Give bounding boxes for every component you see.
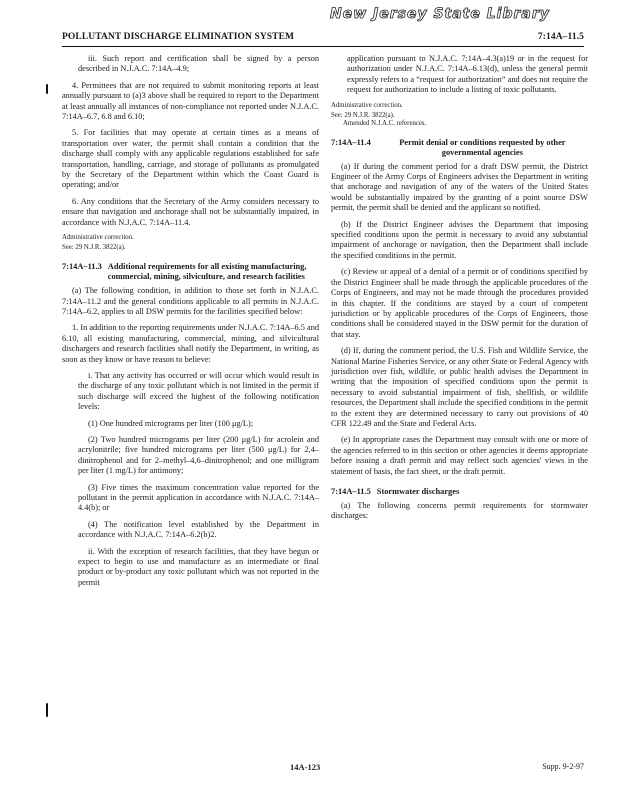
section-title: Stormwater discharges bbox=[376, 487, 460, 496]
paragraph: 6. Any conditions that the Secretary of the Army considers necessary to ensure that navigation and anchorage shall not be substantially impaired, in accordance with N.J.A.C. 7:14A–11.4. bbox=[62, 196, 319, 227]
paragraph: 5. For facilities that may operate at certain times as a means of transportation over water, the permit shall contain a condition that the discharge shall comply with any applicable regulations established for safe transportation, handling, carriage, and storage of pollutants as promulgated by the Secretary of the Department within which the Coast Guard is operating; and/or bbox=[62, 128, 319, 190]
paragraph: i. That any activity has occurred or will occur which would result in the discharge of any toxic pollutant which is not limited in the permit if such discharge will exceed the highest of the following notification levels: bbox=[78, 370, 319, 412]
paragraph: (b) If the District Engineer advises the Department that imposing specified conditions upon the permit is necessary to avoid any substantial impairment of anchorage or navigation, then the Department shall include the specified conditions in the permit. bbox=[331, 219, 588, 260]
paragraph: 1. In addition to the reporting requirements under N.J.A.C. 7:14A–6.5 and 6.10, all existing manufacturing, commercial, mining, and silvicultural dischargers and research facilities shall notify the Department, in writing, as soon as they know or have reason to believe: bbox=[62, 323, 319, 364]
paragraph: iii. Such report and certification shall be signed by a person described in N.J.A.C. 7:14A–4.9; bbox=[78, 54, 319, 74]
paragraph: 4. Permittees that are not required to submit monitoring reports at least annually pursuant to (a)3 above shall be required to report to the Department at least annually all instances of non-compliance not reported under N.J.A.C. 7:14A–6.7, 6.8 and 6.10; bbox=[62, 80, 319, 122]
paragraph: (3) Five times the maximum concentration value reported for the pollutant in the permit application in accordance with N.J.A.C. 7:14A–4.4(b); or bbox=[78, 482, 319, 513]
right-column bbox=[331, 54, 588, 528]
margin-change-bar bbox=[46, 84, 48, 94]
paragraph: application pursuant to N.J.A.C. 7:14A–4.3(a)19 or in the request for authorization under N.J.A.C. 7:14A–6.13(d), unless the general permit expressly refers to a “request for authorization” and does not require the request for authorization to include a listing of toxic pollutants. bbox=[347, 54, 588, 95]
section-heading bbox=[331, 487, 588, 497]
paragraph: (e) In appropriate cases the Department may consult with one or more of the agencies referred to in this section or other agencies it deems appropriate before issuing a draft permit and may reflect such agencies' views in the statement of basis, the fact sheet, or the draft permit. bbox=[331, 435, 588, 476]
source-note: Administrative correction. bbox=[331, 101, 403, 109]
section-title: Permit denial or conditions requested by other governmental agencies bbox=[399, 137, 566, 157]
section-title: Additional requirements for all existing manufacturing, commercial, mining, silviculture, and research facilities bbox=[107, 262, 307, 282]
library-stamp: New Jersey State Library bbox=[330, 6, 550, 22]
section-number: 7:14A–11.5 bbox=[331, 487, 371, 496]
source-note: Administrative correction. bbox=[62, 234, 134, 242]
running-header-section: 7:14A–11.5 bbox=[537, 32, 584, 42]
section-number: 7:14A–11.4 bbox=[331, 137, 371, 147]
paragraph: (d) If, during the comment period, the U.S. Fish and Wildlife Service, the National Marine Fisheries Service, or any other State or Federal Agency with jurisdiction over fish, wildlife, or public health advises the Department in writing that the imposition of specified conditions upon the permit is necessary to avoid substantial impairment of fish, shellfish, or wildlife resources, the Department shall include the specified conditions in the permit to the extent they are determined necessary to carry out provisions of 40 CFR 122.49 and the State and Federal Acts. bbox=[331, 346, 588, 428]
left-column bbox=[62, 54, 319, 594]
header-rule bbox=[62, 46, 584, 47]
paragraph: (a) The following concerns permit requirements for stormwater discharges: bbox=[331, 501, 588, 521]
source-note: See: 29 N.J.R. 3822(a). bbox=[62, 244, 126, 252]
paragraph: (c) Review or appeal of a denial of a permit or of conditions specified by the District Engineer shall be made through the applicable procedures of the Corps of Engineers, and may not be made through the procedures provided in this chapter. If the conditions are stayed by a court of competent jurisdiction or by applicable procedures of the Corps of Engineers, those conditions shall be considered stayed in the DSW permit for the duration of that stay. bbox=[331, 267, 588, 339]
section-heading bbox=[331, 138, 588, 158]
section-heading bbox=[62, 262, 319, 282]
page-number: 14A-123 bbox=[290, 762, 321, 772]
supplement-date: Supp. 9-2-97 bbox=[542, 762, 584, 771]
section-number: 7:14A–11.3 bbox=[62, 262, 102, 272]
paragraph: (1) One hundred micrograms per liter (100 μg/L); bbox=[88, 418, 254, 428]
margin-change-bar bbox=[46, 703, 48, 717]
source-note: Amended N.J.A.C. references. bbox=[343, 119, 427, 127]
paragraph: (2) Two hundred micrograms per liter (200 μg/L) for acrolein and acrylonitrile; five hundred micrograms per liter (500 μg/L) for 2,4–dinitrophenol and for 2–methyl–4,6–dinitrophenol; and one milligram per liter (1 mg/L) for antimony; bbox=[78, 434, 319, 476]
paragraph: ii. With the exception of research facilities, that they have begun or expect to begin to use and manufacture as an intermediate or final product or by-product any toxic pollutant which was not reported in the permit bbox=[78, 546, 319, 587]
paragraph: (a) The following condition, in addition to those set forth in N.J.A.C. 7:14A–11.2 and the general conditions applicable to all permits in N.J.A.C. 7:14A–6.2, applies to all DSW permits for the facilities specified below: bbox=[62, 286, 319, 316]
source-note: See: 29 N.J.R. 3822(a). bbox=[331, 111, 395, 119]
paragraph: (4) The notification level established by the Department in accordance with N.J.A.C. 7:14A–6.2(b)2. bbox=[78, 519, 319, 540]
running-header-title: POLLUTANT DISCHARGE ELIMINATION SYSTEM bbox=[62, 32, 295, 42]
paragraph: (a) If during the comment period for a draft DSW permit, the District Engineer of the Army Corps of Engineers advises the Department in writing that anchorage and navigation of any of the waters of the United States would be substantially impaired by the granting of a point source DSW permit, the permit shall be denied and the applicant so notified. bbox=[331, 161, 588, 213]
